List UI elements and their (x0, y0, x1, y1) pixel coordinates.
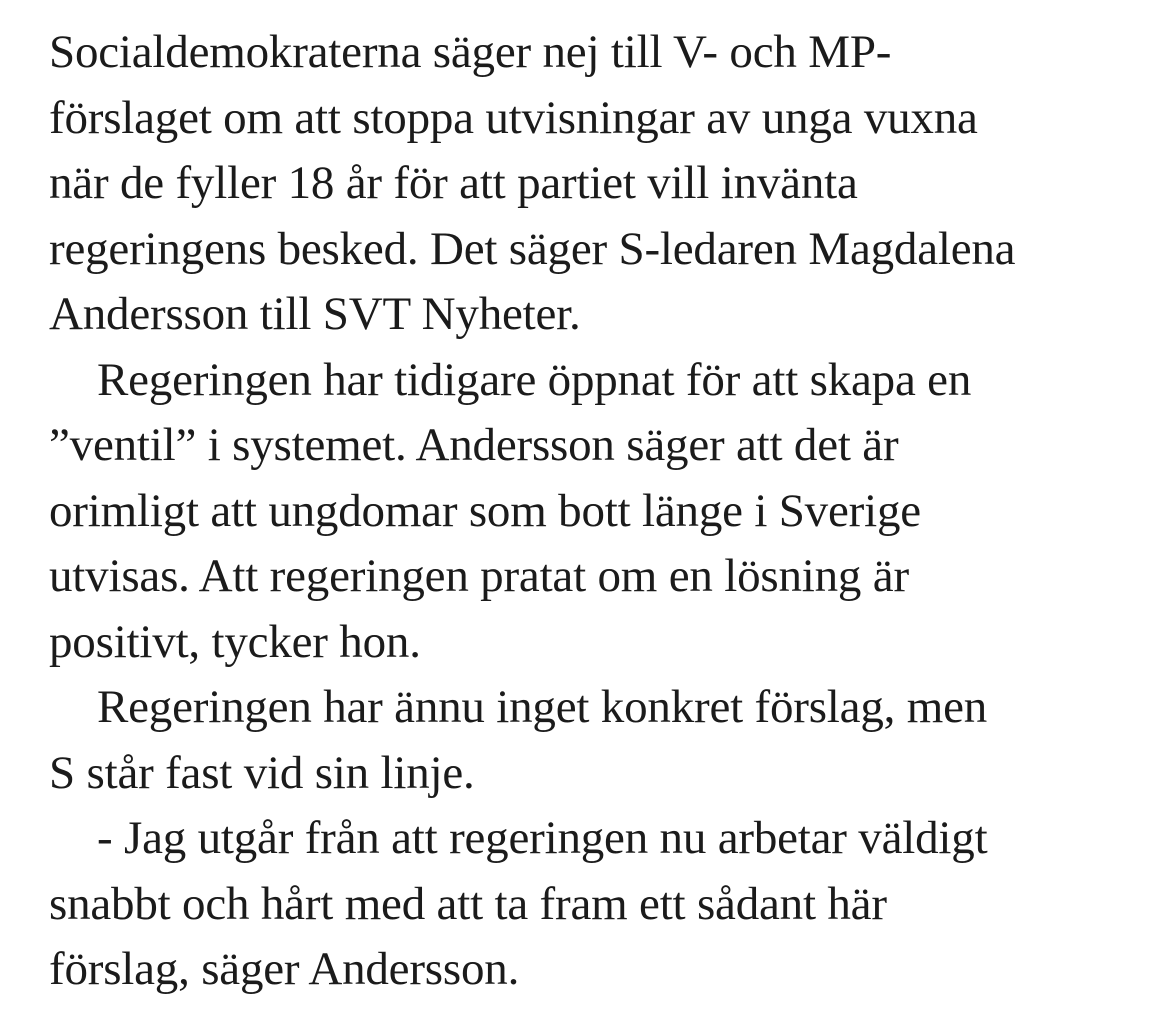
text-line: Socialdemokraterna säger nej till V- och MP- (49, 26, 892, 78)
text-line: orimligt att ungdomar som bott länge i Sverige (49, 484, 921, 537)
text-line: - Jag utgår från att regeringen nu arbetar väldigt (97, 812, 988, 864)
text-line: när de fyller 18 år för att partiet vill invänta (49, 157, 858, 209)
text-line: Regeringen har ännu inget konkret förslag, men (97, 681, 988, 733)
paragraph-2 (49, 348, 1159, 676)
paragraph-3 (49, 675, 1159, 806)
text-line: snabbt och hårt med att ta fram ett sådant här (49, 877, 887, 930)
text-line: ”ventil” i systemet. Andersson säger att det är (49, 419, 899, 471)
text-line: regeringens besked. Det säger S-ledaren Magdalena (49, 222, 1016, 275)
text-line: Andersson till SVT Nyheter. (49, 288, 581, 340)
article-body (49, 20, 1159, 1003)
text-line: S står fast vid sin linje. (49, 746, 475, 799)
text-line: förslag, säger Andersson. (49, 943, 520, 995)
text-line: Regeringen har tidigare öppnat för att skapa en (97, 353, 972, 406)
text-line: positivt, tycker hon. (49, 615, 421, 668)
text-line: utvisas. Att regeringen pratat om en lösning är (49, 550, 909, 602)
paragraph-1 (49, 20, 1159, 348)
text-line: förslaget om att stoppa utvisningar av unga vuxna (49, 91, 978, 144)
paragraph-4 (49, 806, 1159, 1003)
